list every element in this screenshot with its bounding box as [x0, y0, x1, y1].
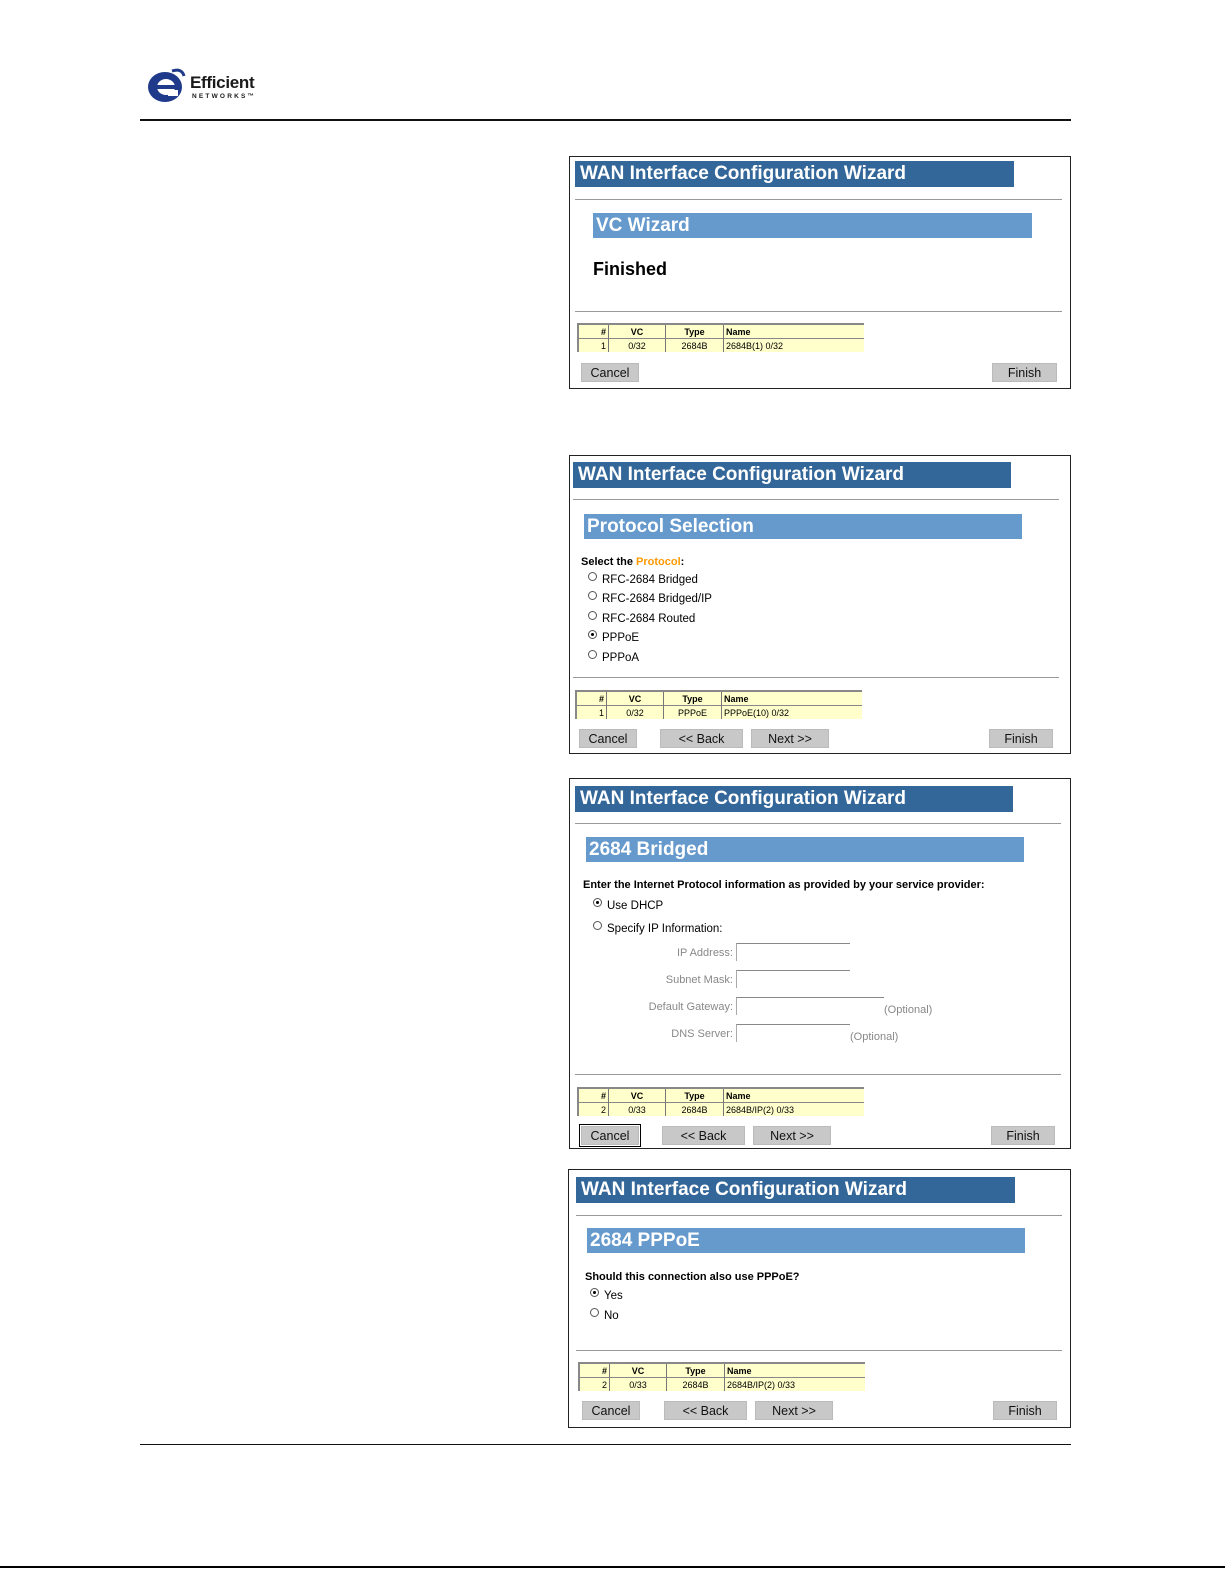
- cell-type: PPPoE: [664, 706, 722, 720]
- radio-label: PPPoA: [602, 652, 640, 664]
- radio-label: Yes: [604, 1290, 623, 1302]
- header-vc: VC: [609, 1088, 666, 1103]
- radio-label: RFC-2684 Bridged: [602, 574, 698, 586]
- default-gateway-label: Default Gateway:: [648, 1001, 733, 1013]
- radio-label: RFC-2684 Routed: [602, 613, 696, 625]
- radio-label: PPPoE: [602, 632, 640, 644]
- radio-label: RFC-2684 Bridged/IP: [602, 593, 712, 605]
- cell-type: 2684B: [667, 1378, 725, 1392]
- cell-name: PPPoE(10) 0/32: [722, 706, 863, 720]
- wizard-title: WAN Interface Configuration Wizard: [576, 1177, 1015, 1203]
- finish-button[interactable]: Finish: [991, 1126, 1055, 1145]
- table-row: [576, 706, 862, 720]
- header-name: Name: [724, 1088, 865, 1103]
- divider: [573, 499, 1059, 500]
- header-rule: [140, 119, 1071, 121]
- next-button[interactable]: Next >>: [755, 1401, 833, 1420]
- wizard-panel-finished: [569, 156, 1071, 389]
- cell-name: 2684B/IP(2) 0/33: [724, 1103, 865, 1117]
- divider: [575, 1074, 1061, 1075]
- radio-yes[interactable]: [590, 1290, 623, 1302]
- radio-pppoa[interactable]: [588, 652, 639, 664]
- section-title: 2684 PPPoE: [587, 1228, 1025, 1253]
- dns-server-input[interactable]: [736, 1024, 850, 1042]
- next-button[interactable]: Next >>: [751, 729, 829, 748]
- efficient-networks-logo: [146, 66, 276, 108]
- divider: [576, 1350, 1062, 1351]
- radio-label: Use DHCP: [607, 900, 664, 912]
- cancel-button[interactable]: Cancel: [581, 1126, 639, 1145]
- section-title: Protocol Selection: [584, 514, 1022, 539]
- ip-address-label: IP Address:: [676, 947, 733, 959]
- logo-sub-text: NETWORKS™: [192, 93, 257, 100]
- dns-server-label: DNS Server:: [671, 1028, 733, 1040]
- ip-address-input[interactable]: [736, 943, 850, 961]
- header-type: Type: [664, 691, 722, 706]
- default-gateway-input[interactable]: [736, 997, 884, 1015]
- radio-label: Specify IP Information:: [607, 923, 723, 935]
- cell-vc: 0/33: [610, 1378, 667, 1392]
- radio-no[interactable]: [590, 1310, 619, 1322]
- section-title: VC Wizard: [593, 213, 1032, 238]
- radio-button[interactable]: [588, 572, 597, 581]
- cell-num: 1: [578, 339, 609, 353]
- radio-button-selected[interactable]: [588, 630, 597, 639]
- prompt-accent: Protocol: [636, 556, 681, 568]
- header-type: Type: [666, 324, 724, 339]
- radio-button-selected[interactable]: [590, 1288, 599, 1297]
- header-vc: VC: [609, 324, 666, 339]
- header-type: Type: [666, 1088, 724, 1103]
- radio-button[interactable]: [593, 921, 602, 930]
- dns-optional-note: (Optional): [850, 1031, 899, 1043]
- finish-button[interactable]: Finish: [989, 729, 1053, 748]
- header-type: Type: [667, 1363, 725, 1378]
- cell-name: 2684B(1) 0/32: [724, 339, 865, 353]
- radio-use-dhcp[interactable]: [593, 900, 663, 912]
- wizard-panel-2684-pppoe: [568, 1169, 1071, 1428]
- prompt-text: Select the: [581, 556, 637, 568]
- radio-rfc2684-bridged-ip[interactable]: [588, 593, 712, 605]
- table-header-row: [579, 1363, 865, 1378]
- header-num: #: [579, 1363, 610, 1378]
- table-header-row: [578, 324, 864, 339]
- subnet-mask-input[interactable]: [736, 970, 850, 988]
- back-button[interactable]: << Back: [660, 729, 743, 748]
- cell-num: 2: [578, 1103, 609, 1117]
- header-num: #: [576, 691, 607, 706]
- radio-button[interactable]: [588, 650, 597, 659]
- header-vc: VC: [607, 691, 664, 706]
- logo-brand-text: Efficient: [190, 73, 255, 92]
- divider: [575, 199, 1062, 200]
- wizard-title: WAN Interface Configuration Wizard: [575, 786, 1013, 812]
- table-header-row: [576, 691, 862, 706]
- divider: [575, 311, 1062, 312]
- vc-table: [575, 690, 862, 719]
- vc-table: [577, 323, 864, 352]
- wizard-panel-protocol-selection: [569, 455, 1071, 754]
- finish-button[interactable]: Finish: [992, 363, 1057, 382]
- header-name: Name: [722, 691, 863, 706]
- radio-button[interactable]: [590, 1308, 599, 1317]
- wizard-title: WAN Interface Configuration Wizard: [573, 462, 1011, 488]
- finished-message: Finished: [593, 259, 668, 279]
- wizard-panel-2684-bridged: [569, 778, 1071, 1149]
- radio-button[interactable]: [588, 611, 597, 620]
- table-header-row: [578, 1088, 864, 1103]
- section-title: 2684 Bridged: [586, 837, 1024, 862]
- cancel-button[interactable]: Cancel: [582, 1401, 640, 1420]
- subnet-mask-label: Subnet Mask:: [665, 974, 733, 986]
- divider: [575, 823, 1061, 824]
- table-row: [578, 339, 864, 353]
- vc-table: [578, 1362, 865, 1391]
- pppoe-prompt: Should this connection also use PPPoE?: [585, 1271, 800, 1283]
- back-button[interactable]: << Back: [662, 1126, 745, 1145]
- page-bottom-rule: [0, 1566, 1225, 1568]
- cancel-button[interactable]: Cancel: [579, 729, 637, 748]
- table-row: [579, 1378, 865, 1392]
- next-button[interactable]: Next >>: [753, 1126, 831, 1145]
- cell-name: 2684B/IP(2) 0/33: [725, 1378, 866, 1392]
- cell-type: 2684B: [666, 1103, 724, 1117]
- wizard-title: WAN Interface Configuration Wizard: [575, 161, 1014, 187]
- e-logo-icon: [146, 68, 186, 104]
- protocol-prompt: [581, 556, 684, 568]
- cell-vc: 0/32: [607, 706, 664, 720]
- cell-num: 1: [576, 706, 607, 720]
- header-num: #: [578, 324, 609, 339]
- header-name: Name: [725, 1363, 866, 1378]
- radio-specify-ip[interactable]: [593, 923, 722, 935]
- ip-info-prompt: Enter the Internet Protocol information as provided by your service provider:: [583, 879, 985, 891]
- finish-button[interactable]: Finish: [993, 1401, 1057, 1420]
- radio-button-selected[interactable]: [593, 898, 602, 907]
- header-name: Name: [724, 324, 865, 339]
- radio-rfc2684-routed[interactable]: [588, 613, 695, 625]
- radio-label: No: [604, 1310, 619, 1322]
- gateway-optional-note: (Optional): [884, 1004, 933, 1016]
- cancel-button[interactable]: Cancel: [581, 363, 639, 382]
- cell-vc: 0/33: [609, 1103, 666, 1117]
- table-row: [578, 1103, 864, 1117]
- radio-pppoe[interactable]: [588, 632, 639, 644]
- header-num: #: [578, 1088, 609, 1103]
- cell-type: 2684B: [666, 339, 724, 353]
- cell-vc: 0/32: [609, 339, 666, 353]
- radio-rfc2684-bridged[interactable]: [588, 574, 698, 586]
- back-button[interactable]: << Back: [664, 1401, 747, 1420]
- header-vc: VC: [610, 1363, 667, 1378]
- prompt-colon: :: [680, 556, 685, 568]
- vc-table: [577, 1087, 864, 1116]
- cell-num: 2: [579, 1378, 610, 1392]
- footer-rule: [140, 1444, 1071, 1445]
- radio-button[interactable]: [588, 591, 597, 600]
- divider: [576, 1215, 1062, 1216]
- divider: [573, 677, 1059, 678]
